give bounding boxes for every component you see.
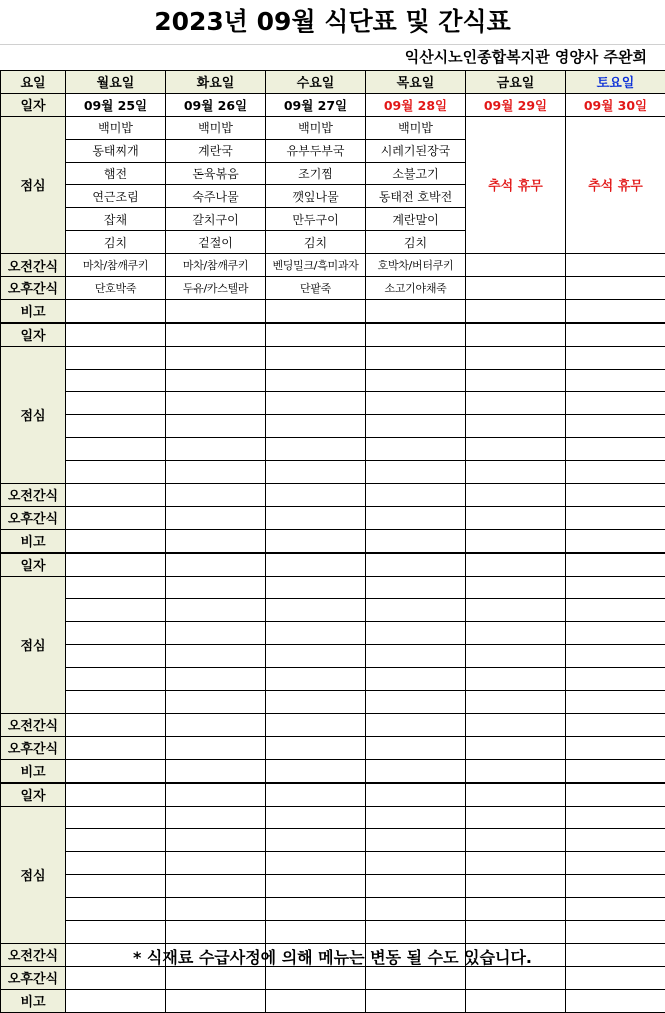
- date-cell: 09월 25일: [66, 93, 166, 116]
- empty-cell: [66, 529, 166, 552]
- empty-cell: [466, 645, 566, 668]
- empty-cell: [366, 346, 466, 369]
- empty-cell: [266, 392, 366, 415]
- empty-cell: [266, 875, 366, 898]
- lunch-row: [1, 369, 665, 392]
- menu-item: 계란국: [166, 139, 266, 162]
- empty-cell: [466, 668, 566, 691]
- empty-cell: [66, 759, 166, 782]
- footer-note: * 식재료 수급사정에 의해 메뉴는 변동 될 수도 있습니다.: [0, 943, 665, 972]
- date-row: [1, 783, 665, 806]
- menu-item: 김치: [266, 231, 366, 254]
- empty-cell: [266, 553, 366, 576]
- empty-cell: [566, 829, 665, 852]
- empty-cell: [166, 299, 266, 322]
- lunch-row: [1, 875, 665, 898]
- date-row: [1, 323, 665, 346]
- lunch-row: [1, 438, 665, 461]
- empty-cell: [366, 645, 466, 668]
- empty-cell: [266, 323, 366, 346]
- empty-cell: [266, 806, 366, 829]
- menu-item: 계란말이: [366, 208, 466, 231]
- pm-snack-label: 오후간식: [1, 506, 66, 529]
- empty-cell: [66, 829, 166, 852]
- empty-cell: [66, 691, 166, 714]
- empty-cell: [66, 989, 166, 1012]
- empty-cell: [166, 736, 266, 759]
- empty-cell: [566, 783, 665, 806]
- holiday-cell-sat: 추석 휴무: [566, 116, 665, 253]
- empty-cell: [466, 622, 566, 645]
- empty-cell: [266, 299, 366, 322]
- day-label: 요일: [1, 71, 66, 94]
- empty-cell: [266, 829, 366, 852]
- empty-cell: [266, 713, 366, 736]
- empty-cell: [566, 852, 665, 875]
- empty-cell: [266, 691, 366, 714]
- am-snack-label: 오전간식: [1, 484, 66, 507]
- empty-cell: [66, 806, 166, 829]
- empty-cell: [566, 484, 665, 507]
- am-snack-row: [1, 713, 665, 736]
- pm-snack-label: 오후간식: [1, 277, 66, 300]
- day-header-row: [1, 71, 665, 94]
- empty-cell: [166, 713, 266, 736]
- empty-cell: [366, 506, 466, 529]
- pm-snack-label: 오후간식: [1, 966, 66, 989]
- empty-cell: [166, 529, 266, 552]
- empty-cell: [466, 484, 566, 507]
- note-row: [1, 759, 665, 782]
- empty-cell: [166, 415, 266, 438]
- empty-cell: [566, 392, 665, 415]
- empty-cell: [466, 989, 566, 1012]
- empty-cell: [266, 599, 366, 622]
- empty-cell: [266, 484, 366, 507]
- empty-cell: [66, 898, 166, 921]
- am-snack-row: [1, 254, 665, 277]
- empty-cell: [466, 875, 566, 898]
- empty-cell: [366, 806, 466, 829]
- empty-cell: [566, 622, 665, 645]
- empty-cell: [466, 920, 566, 943]
- menu-item: 시레기된장국: [366, 139, 466, 162]
- empty-cell: [466, 852, 566, 875]
- day-sat: 토요일: [566, 71, 665, 94]
- author-line: 익산시노인종합복지관 영양사 주완희: [405, 44, 647, 70]
- empty-cell: [466, 323, 566, 346]
- note-row: [1, 299, 665, 322]
- date-row: [1, 553, 665, 576]
- empty-cell: [166, 783, 266, 806]
- empty-cell: [366, 736, 466, 759]
- date-label: 일자: [1, 323, 66, 346]
- empty-cell: [366, 829, 466, 852]
- empty-cell: [566, 989, 665, 1012]
- menu-item: 백미밥: [66, 116, 166, 139]
- empty-cell: [66, 576, 166, 599]
- empty-cell: [166, 576, 266, 599]
- empty-cell: [566, 759, 665, 782]
- menu-item: 겉절이: [166, 231, 266, 254]
- menu-item: 햄전: [66, 162, 166, 185]
- empty-cell: [266, 736, 366, 759]
- empty-cell: [166, 622, 266, 645]
- empty-cell: [566, 713, 665, 736]
- empty-cell: [366, 415, 466, 438]
- snack-item: 벤딩밀크/흑미과자: [266, 254, 366, 277]
- empty-cell: [366, 852, 466, 875]
- empty-cell: [166, 875, 266, 898]
- empty-cell: [466, 576, 566, 599]
- empty-cell: [66, 599, 166, 622]
- empty-cell: [366, 461, 466, 484]
- am-snack-label: 오전간식: [1, 943, 66, 966]
- menu-item: 숙주나물: [166, 185, 266, 208]
- lunch-row: [1, 576, 665, 599]
- empty-cell: [266, 415, 366, 438]
- empty-cell: [266, 346, 366, 369]
- note-row: [1, 529, 665, 552]
- empty-cell: [366, 576, 466, 599]
- empty-cell: [266, 645, 366, 668]
- empty-cell: [566, 736, 665, 759]
- empty-cell: [566, 323, 665, 346]
- empty-cell: [266, 759, 366, 782]
- empty-cell: [566, 299, 665, 322]
- empty-cell: [166, 852, 266, 875]
- lunch-label: 점심: [1, 346, 66, 483]
- am-snack-label: 오전간식: [1, 713, 66, 736]
- empty-cell: [566, 875, 665, 898]
- empty-cell: [266, 622, 366, 645]
- empty-cell: [566, 529, 665, 552]
- empty-cell: [66, 392, 166, 415]
- date-row: [1, 93, 665, 116]
- lunch-row: [1, 852, 665, 875]
- empty-cell: [566, 691, 665, 714]
- empty-cell: [466, 438, 566, 461]
- menu-item: 김치: [66, 231, 166, 254]
- empty-cell: [266, 920, 366, 943]
- menu-item: 돈육볶음: [166, 162, 266, 185]
- empty-cell: [266, 529, 366, 552]
- empty-cell: [566, 438, 665, 461]
- empty-cell: [366, 989, 466, 1012]
- day-wed: 수요일: [266, 71, 366, 94]
- empty-cell: [566, 254, 665, 277]
- empty-cell: [166, 806, 266, 829]
- holiday-cell-fri: 추석 휴무: [466, 116, 566, 253]
- empty-cell: [66, 622, 166, 645]
- empty-cell: [66, 369, 166, 392]
- empty-cell: [366, 622, 466, 645]
- menu-item: 소불고기: [366, 162, 466, 185]
- snack-item: 단팥죽: [266, 277, 366, 300]
- empty-cell: [566, 806, 665, 829]
- empty-cell: [366, 484, 466, 507]
- empty-cell: [366, 392, 466, 415]
- lunch-label: 점심: [1, 576, 66, 713]
- day-mon: 월요일: [66, 71, 166, 94]
- empty-cell: [366, 438, 466, 461]
- empty-cell: [366, 599, 466, 622]
- empty-cell: [566, 415, 665, 438]
- page-title: 2023년 09월 식단표 및 간식표: [0, 0, 665, 45]
- empty-cell: [466, 736, 566, 759]
- menu-item: 백미밥: [166, 116, 266, 139]
- note-label: 비고: [1, 759, 66, 782]
- empty-cell: [166, 920, 266, 943]
- note-label: 비고: [1, 299, 66, 322]
- day-thu: 목요일: [366, 71, 466, 94]
- empty-cell: [466, 369, 566, 392]
- menu-item: 동태전 호박전: [366, 185, 466, 208]
- empty-cell: [66, 920, 166, 943]
- empty-cell: [366, 875, 466, 898]
- lunch-label: 점심: [1, 116, 66, 253]
- empty-cell: [266, 898, 366, 921]
- empty-cell: [166, 645, 266, 668]
- empty-cell: [366, 898, 466, 921]
- pm-snack-label: 오후간식: [1, 736, 66, 759]
- empty-cell: [366, 713, 466, 736]
- empty-cell: [466, 277, 566, 300]
- empty-cell: [466, 529, 566, 552]
- pm-snack-row: [1, 277, 665, 300]
- empty-cell: [266, 668, 366, 691]
- snack-item: 마차/참깨쿠키: [166, 254, 266, 277]
- empty-cell: [66, 346, 166, 369]
- snack-item: 호박차/버터쿠키: [366, 254, 466, 277]
- lunch-row: [1, 920, 665, 943]
- empty-cell: [66, 299, 166, 322]
- empty-cell: [166, 599, 266, 622]
- lunch-row: [1, 806, 665, 829]
- lunch-row: [1, 599, 665, 622]
- empty-cell: [566, 506, 665, 529]
- empty-cell: [166, 691, 266, 714]
- empty-cell: [66, 438, 166, 461]
- day-tue: 화요일: [166, 71, 266, 94]
- empty-cell: [66, 713, 166, 736]
- empty-cell: [466, 415, 566, 438]
- empty-cell: [466, 553, 566, 576]
- date-label: 일자: [1, 553, 66, 576]
- empty-cell: [266, 852, 366, 875]
- menu-item: 백미밥: [266, 116, 366, 139]
- menu-item: 유부두부국: [266, 139, 366, 162]
- empty-cell: [166, 346, 266, 369]
- pm-snack-row: [1, 506, 665, 529]
- empty-cell: [566, 346, 665, 369]
- empty-cell: [366, 783, 466, 806]
- snack-item: 소고기야채죽: [366, 277, 466, 300]
- empty-cell: [466, 599, 566, 622]
- empty-cell: [566, 898, 665, 921]
- empty-cell: [466, 299, 566, 322]
- empty-cell: [166, 323, 266, 346]
- empty-cell: [366, 920, 466, 943]
- empty-cell: [566, 668, 665, 691]
- empty-cell: [166, 989, 266, 1012]
- empty-cell: [66, 484, 166, 507]
- empty-cell: [566, 277, 665, 300]
- menu-item: 깻잎나물: [266, 185, 366, 208]
- empty-cell: [366, 759, 466, 782]
- empty-cell: [266, 369, 366, 392]
- empty-cell: [466, 506, 566, 529]
- empty-cell: [566, 553, 665, 576]
- empty-cell: [166, 898, 266, 921]
- menu-item: 동태찌개: [66, 139, 166, 162]
- am-snack-label: 오전간식: [1, 254, 66, 277]
- empty-cell: [366, 323, 466, 346]
- lunch-row: [1, 392, 665, 415]
- menu-item: 조기찜: [266, 162, 366, 185]
- empty-cell: [566, 369, 665, 392]
- empty-cell: [266, 461, 366, 484]
- lunch-row: [1, 691, 665, 714]
- empty-cell: [66, 461, 166, 484]
- lunch-row: [1, 668, 665, 691]
- day-fri: 금요일: [466, 71, 566, 94]
- lunch-label: 점심: [1, 806, 66, 943]
- empty-cell: [366, 668, 466, 691]
- empty-cell: [466, 829, 566, 852]
- empty-cell: [66, 783, 166, 806]
- empty-cell: [266, 989, 366, 1012]
- empty-cell: [266, 576, 366, 599]
- note-label: 비고: [1, 989, 66, 1012]
- empty-cell: [66, 875, 166, 898]
- lunch-row: [1, 346, 665, 369]
- empty-cell: [466, 806, 566, 829]
- lunch-row: [1, 415, 665, 438]
- empty-cell: [266, 438, 366, 461]
- empty-cell: [66, 323, 166, 346]
- menu-item: 갈치구이: [166, 208, 266, 231]
- empty-cell: [166, 369, 266, 392]
- menu-item: 김치: [366, 231, 466, 254]
- snack-item: 두유/카스텔라: [166, 277, 266, 300]
- empty-cell: [466, 898, 566, 921]
- lunch-row: [1, 898, 665, 921]
- note-label: 비고: [1, 529, 66, 552]
- menu-item: 백미밥: [366, 116, 466, 139]
- date-label: 일자: [1, 93, 66, 116]
- date-cell: 09월 28일: [366, 93, 466, 116]
- empty-cell: [166, 668, 266, 691]
- empty-cell: [466, 713, 566, 736]
- empty-cell: [266, 506, 366, 529]
- empty-cell: [166, 392, 266, 415]
- date-cell: 09월 26일: [166, 93, 266, 116]
- date-label: 일자: [1, 783, 66, 806]
- empty-cell: [566, 599, 665, 622]
- empty-cell: [166, 438, 266, 461]
- snack-item: 단호박죽: [66, 277, 166, 300]
- empty-cell: [566, 920, 665, 943]
- lunch-row: [1, 645, 665, 668]
- menu-item: 만두구이: [266, 208, 366, 231]
- empty-cell: [66, 736, 166, 759]
- empty-cell: [466, 759, 566, 782]
- note-row: [1, 989, 665, 1012]
- menu-item: 연근조림: [66, 185, 166, 208]
- empty-cell: [166, 553, 266, 576]
- date-cell: 09월 29일: [466, 93, 566, 116]
- empty-cell: [466, 346, 566, 369]
- lunch-row: [1, 829, 665, 852]
- empty-cell: [566, 645, 665, 668]
- empty-cell: [466, 783, 566, 806]
- empty-cell: [66, 553, 166, 576]
- lunch-row: [1, 461, 665, 484]
- empty-cell: [566, 576, 665, 599]
- lunch-row: [1, 116, 665, 139]
- empty-cell: [466, 461, 566, 484]
- lunch-row: [1, 622, 665, 645]
- pm-snack-row: [1, 736, 665, 759]
- empty-cell: [166, 484, 266, 507]
- snack-item: 마차/참깨쿠키: [66, 254, 166, 277]
- empty-cell: [66, 668, 166, 691]
- empty-cell: [66, 852, 166, 875]
- empty-cell: [66, 645, 166, 668]
- empty-cell: [366, 553, 466, 576]
- empty-cell: [366, 369, 466, 392]
- empty-cell: [166, 506, 266, 529]
- empty-cell: [166, 759, 266, 782]
- empty-cell: [266, 783, 366, 806]
- empty-cell: [366, 529, 466, 552]
- date-cell: 09월 30일: [566, 93, 665, 116]
- menu-table: [0, 70, 665, 1013]
- empty-cell: [166, 461, 266, 484]
- empty-cell: [566, 461, 665, 484]
- am-snack-row: [1, 484, 665, 507]
- empty-cell: [366, 299, 466, 322]
- empty-weeks: [1, 323, 665, 1012]
- empty-cell: [466, 254, 566, 277]
- empty-cell: [66, 415, 166, 438]
- empty-cell: [366, 691, 466, 714]
- empty-cell: [466, 392, 566, 415]
- date-cell: 09월 27일: [266, 93, 366, 116]
- empty-cell: [166, 829, 266, 852]
- menu-item: 잡채: [66, 208, 166, 231]
- empty-cell: [466, 691, 566, 714]
- empty-cell: [66, 506, 166, 529]
